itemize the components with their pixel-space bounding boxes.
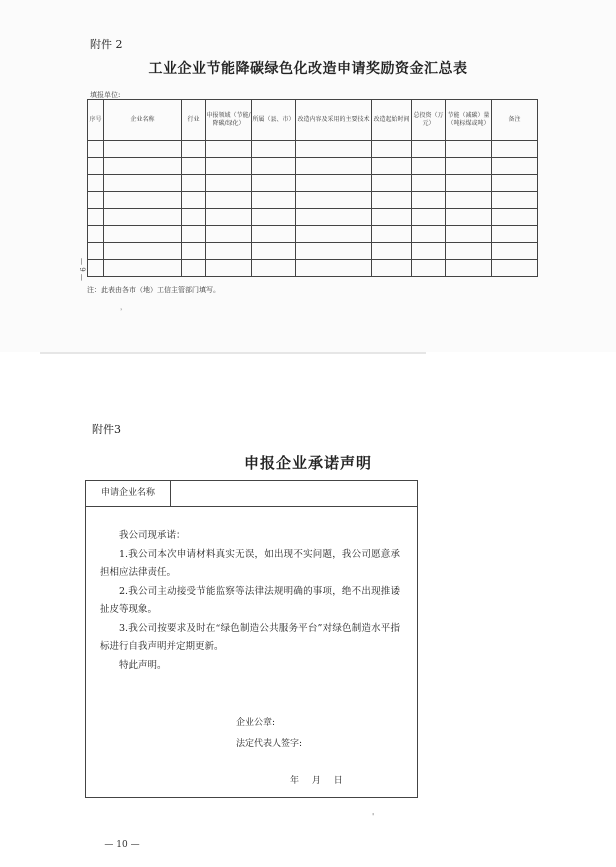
- table-body: [88, 141, 538, 277]
- table-cell: [446, 158, 492, 175]
- attachment-2-label: 附件 2: [90, 38, 123, 51]
- table-row: [88, 260, 538, 277]
- column-header: 总投资（万元）: [412, 100, 446, 141]
- date-line: 年 月 日: [290, 776, 343, 786]
- table-cell: [88, 175, 104, 192]
- table-cell: [252, 192, 296, 209]
- table-cell: [446, 226, 492, 243]
- page-number: — 10 —: [104, 840, 140, 850]
- table-cell: [412, 158, 446, 175]
- company-name-field[interactable]: [171, 481, 417, 506]
- table-cell: [372, 226, 412, 243]
- table-cell: [296, 158, 372, 175]
- table-cell: [182, 158, 206, 175]
- table-cell: [412, 209, 446, 226]
- attachment-3-label: 附件3: [92, 423, 121, 436]
- table-cell: [492, 243, 538, 260]
- table-row: [88, 209, 538, 226]
- table-cell: [88, 260, 104, 277]
- company-seal-label: 企业公章:: [236, 718, 276, 728]
- table-cell: [206, 209, 252, 226]
- table-cell: [446, 192, 492, 209]
- side-page-number: — 9 —: [78, 258, 86, 281]
- table-cell: [206, 192, 252, 209]
- table-cell: [88, 226, 104, 243]
- declaration-item-2: 2.我公司主动接受节能监察等法律法规明确的事项，绝不出现推诿扯皮等现象。: [100, 585, 400, 615]
- table-cell: [296, 209, 372, 226]
- company-name-row: [86, 481, 417, 507]
- table-cell: [296, 226, 372, 243]
- table-cell: [296, 141, 372, 158]
- company-name-label: 申请企业名称: [86, 481, 171, 506]
- table-cell: [104, 226, 182, 243]
- table-cell: [412, 141, 446, 158]
- declaration-item-1: 1.我公司本次申请材料真实无误，如出现不实问题，我公司愿意承担相应法律责任。: [100, 548, 400, 578]
- table-cell: [412, 175, 446, 192]
- table-cell: [492, 141, 538, 158]
- table-cell: [182, 226, 206, 243]
- table-cell: [252, 141, 296, 158]
- table-cell: [206, 175, 252, 192]
- table-row: [88, 243, 538, 260]
- table-cell: [88, 141, 104, 158]
- table-cell: [412, 226, 446, 243]
- table-cell: [182, 243, 206, 260]
- table-cell: [104, 175, 182, 192]
- table-row: [88, 141, 538, 158]
- table-cell: [492, 158, 538, 175]
- fill-unit-label: 填报单位:: [90, 91, 121, 99]
- table-cell: [88, 192, 104, 209]
- column-header: 节能（减碳）量（吨标煤或吨）: [446, 100, 492, 141]
- declaration-box: [85, 480, 418, 798]
- table-cell: [252, 260, 296, 277]
- table-cell: [296, 260, 372, 277]
- table-cell: [182, 209, 206, 226]
- table-cell: [372, 141, 412, 158]
- table-note: 注：此表由各市（地）工信主管部门填写。: [87, 286, 220, 294]
- table-cell: [372, 175, 412, 192]
- table-cell: [446, 260, 492, 277]
- legal-rep-signature-label: 法定代表人签字:: [236, 739, 303, 749]
- table-cell: [296, 175, 372, 192]
- table-cell: [372, 158, 412, 175]
- declaration-closing: 特此声明。: [119, 659, 167, 671]
- table-cell: [104, 260, 182, 277]
- table-cell: [88, 209, 104, 226]
- table-cell: [446, 209, 492, 226]
- table-cell: [206, 158, 252, 175]
- summary-table: [87, 99, 538, 277]
- table-cell: [104, 141, 182, 158]
- table-row: [88, 158, 538, 175]
- column-header: 备注: [492, 100, 538, 141]
- table-cell: [206, 226, 252, 243]
- table-cell: [104, 158, 182, 175]
- table-cell: [252, 158, 296, 175]
- column-header: 行业: [182, 100, 206, 141]
- column-header: 序号: [88, 100, 104, 141]
- table-cell: [88, 243, 104, 260]
- table-cell: [206, 141, 252, 158]
- table-cell: [252, 209, 296, 226]
- table-cell: [372, 260, 412, 277]
- column-header: 改造起始时间: [372, 100, 412, 141]
- column-header: 改造内容及采用的主要技术: [296, 100, 372, 141]
- table-cell: [206, 260, 252, 277]
- table-cell: [492, 260, 538, 277]
- table-cell: [446, 141, 492, 158]
- table-cell: [182, 175, 206, 192]
- table-cell: [182, 260, 206, 277]
- table-cell: [412, 260, 446, 277]
- column-header: 申报领域（节能/降碳/绿化）: [206, 100, 252, 141]
- table-cell: [252, 175, 296, 192]
- table-cell: [492, 192, 538, 209]
- table-cell: [88, 158, 104, 175]
- table-cell: [182, 141, 206, 158]
- table-cell: [446, 243, 492, 260]
- table-row: [88, 192, 538, 209]
- table-cell: [104, 243, 182, 260]
- table-row: [88, 175, 538, 192]
- declaration-item-3: 3.我公司按要求及时在“绿色制造公共服务平台”对绿色制造水平指标进行自我声明并定期更新。: [100, 622, 400, 652]
- table-cell: [412, 243, 446, 260]
- table-cell: [492, 226, 538, 243]
- declaration-intro: 我公司现承诺：: [119, 530, 186, 541]
- table-cell: [104, 192, 182, 209]
- table-cell: [412, 192, 446, 209]
- attachment-2-title: 工业企业节能降碳绿色化改造申请奖励资金汇总表: [148, 61, 468, 77]
- table-cell: [104, 209, 182, 226]
- table-cell: [372, 243, 412, 260]
- table-cell: [296, 243, 372, 260]
- table-header-row: [88, 100, 538, 141]
- attachment-3-title: 申报企业承诺声明: [243, 454, 372, 472]
- table-cell: [492, 209, 538, 226]
- table-cell: [296, 192, 372, 209]
- table-cell: [492, 175, 538, 192]
- table-cell: [252, 243, 296, 260]
- table-cell: [446, 175, 492, 192]
- column-header: 企业名称: [104, 100, 182, 141]
- table-row: [88, 226, 538, 243]
- table-cell: [372, 192, 412, 209]
- column-header: 所属（县、市）: [252, 100, 296, 141]
- stray-mark: ，: [120, 303, 127, 311]
- declaration-text: [100, 527, 400, 675]
- table-cell: [372, 209, 412, 226]
- table-cell: [206, 243, 252, 260]
- table-cell: [182, 192, 206, 209]
- page-edge: [40, 352, 426, 354]
- table-cell: [252, 226, 296, 243]
- stray-mark-2: ': [372, 812, 375, 821]
